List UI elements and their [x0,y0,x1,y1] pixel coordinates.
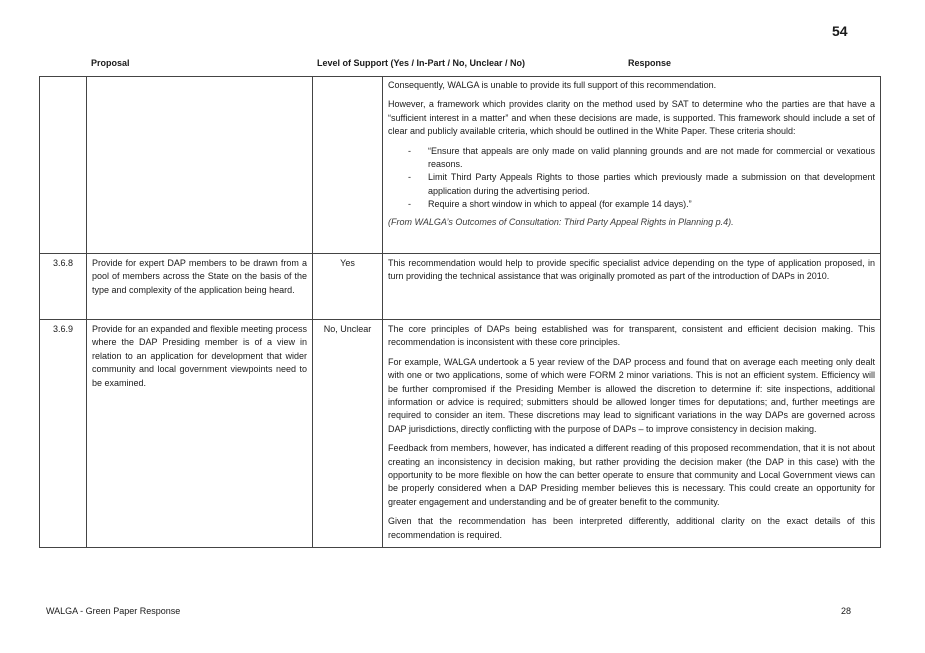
header-support: Level of Support (Yes / In-Part / No, Unclear / No) [317,58,526,68]
row-number: 3.6.8 [40,254,87,320]
header-proposal: Proposal [91,58,130,68]
list-item: - Require a short window in which to appeal (for example 14 days).” [408,199,692,210]
table-row [40,254,881,320]
response-paragraph: Given that the recommendation has been interpreted differently, additional clarity on the exact details of this recommendation is required. [388,516,875,540]
criteria-text: Require a short window in which to appeal (for example 14 days).” [428,199,692,210]
list-item: - “Ensure that appeals are only made on valid planning grounds and are not made for commercial or vexatious reasons. [408,145,875,170]
row-proposal: Provide for expert DAP members to be drawn from a pool of members across the State on the basis of the type and complexity of the application being heard. [87,254,313,320]
table-row [40,320,881,548]
response-paragraph: The core principles of DAPs being established was for transparent, consistent and efficient decision making. This recommendation is inconsistent with these core principles. [388,324,875,348]
row-response [383,77,881,254]
row-support [313,77,383,254]
row-number [40,77,87,254]
row-support: No, Unclear [313,320,383,548]
row-number: 3.6.9 [40,320,87,548]
citation: (From WALGA’s Outcomes of Consultation: Third Party Appeal Rights in Planning p.4). [388,216,734,227]
response-paragraph: However, a framework which provides clarity on the method used by SAT to determine who the parties are that have a “sufficient interest in a matter” and when these decisions are made, is supported. This framework should include a set of clear and publicly available criteria, which should be outlined in the White Paper. These criteria should: [388,99,875,137]
response-paragraph: Feedback from members, however, has indicated a different reading of this proposed recommendation, that it is not about creating an inconsistency in decision making, but rather providing the decision maker (the DAP in this case) with the opportunity to be more flexible on how the can better operate to ensure that community and Local Government views can be properly considered when a DAP Presiding member believes this is necessary. This could create an opportunity for greater engagement and understanding and be of greater benefit to the community. [388,443,875,507]
list-item: - Limit Third Party Appeals Rights to those parties which previously made a submission on that development application during the advertising period. [408,172,875,196]
table-row [40,77,881,254]
row-response [383,320,881,548]
header-response: Response [628,58,672,68]
criteria-text: Limit Third Party Appeals Rights to those parties which previously made a submission on that development application during the advertising period. [428,172,875,196]
criteria-text: “Ensure that appeals are only made on valid planning grounds and are not made for commercial or vexatious reasons. [428,145,875,170]
response-paragraph: For example, WALGA undertook a 5 year review of the DAP process and found that on average each meeting only dealt with one or two applications, some of which were FORM 2 minor variations. This is not an efficient system. Efficiency will be further compromised if the Presiding Member is allowed the discretion to determine if: site inspections, additional information or advice is required; submitters should be allowed longer times for deputations; and, further meetings are required to consider an item. These discretions may lead to significant variations in the way DAPs are governed across DAP jurisdictions, directly conflicting with the purpose of DAPs – to improve consistency in decision making. [388,356,875,434]
page-number: 54 [832,23,848,39]
footer-page-number: 28 [841,606,852,616]
footer-title: WALGA - Green Paper Response [46,606,181,616]
proposal-table [39,76,881,548]
response-paragraph: This recommendation would help to provide specific specialist advice depending on the type of application proposed, in turn providing the technical assistance that was originally promoted as part of the introduction of DAPs in 2010. [388,258,875,282]
row-proposal [87,77,313,254]
criteria-list [388,145,875,212]
row-response [383,254,881,320]
row-proposal: Provide for an expanded and flexible meeting process where the DAP Presiding member is of a view in relation to an application for development that wider community and local government viewpoints need to be examined. [87,320,313,548]
row-support: Yes [313,254,383,320]
response-paragraph: Consequently, WALGA is unable to provide its full support of this recommendation. [388,80,717,90]
